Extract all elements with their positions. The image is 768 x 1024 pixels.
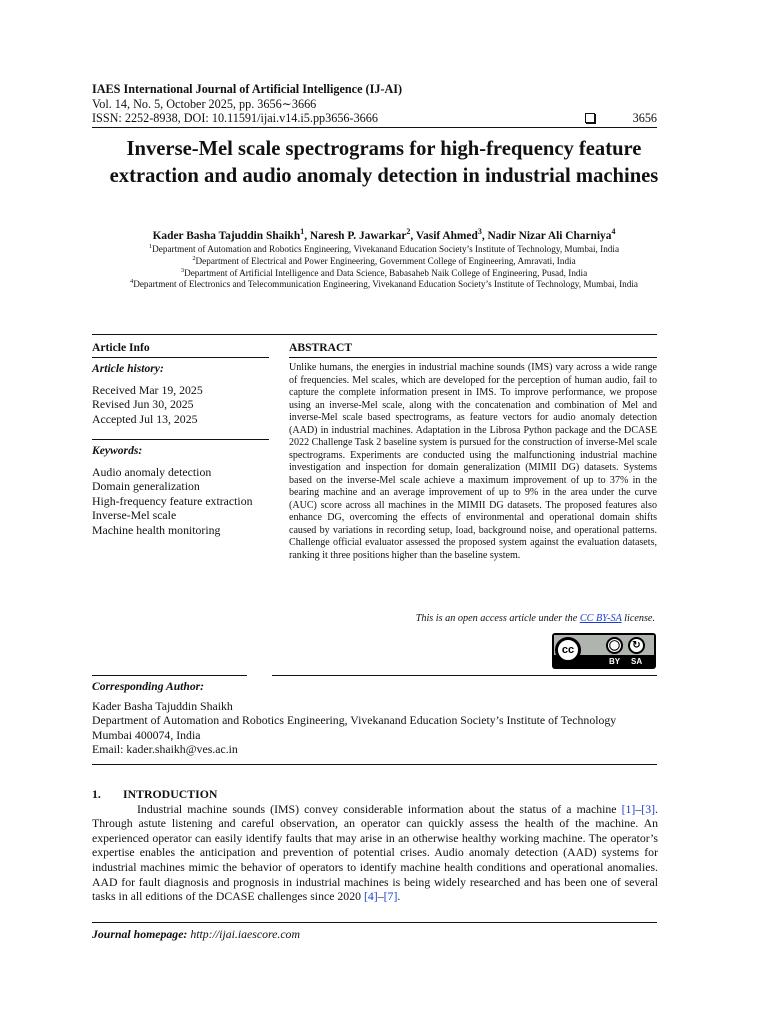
affiliation: $^3$Department of Artificial Intelligence and Data Science, Babasaheb Naik College of Engineering, Pusad, India	[180, 266, 588, 278]
keywords-rule	[92, 439, 269, 440]
keyword: Domain generalization	[92, 479, 200, 494]
citation-link[interactable]: [4]	[363, 889, 378, 904]
footer-rule	[92, 922, 657, 923]
share-alike-icon: ↻	[628, 637, 645, 654]
keyword: Inverse-Mel scale	[92, 508, 177, 523]
license-note: This is an open access article under the CC BY-SA license.	[415, 613, 655, 624]
revised-date: Revised Jun 30, 2025	[92, 397, 194, 412]
corresponding-city: Mumbai 400074, India	[92, 727, 201, 742]
keywords-block	[92, 444, 269, 538]
abstract-heading: ABSTRACT	[289, 341, 353, 354]
keyword: Machine health monitoring	[92, 522, 221, 537]
corresponding-author	[92, 680, 662, 757]
author: Nadir Nizar Ali Charniya$^4$	[487, 227, 616, 242]
homepage-url[interactable]: http://ijai.iaescore.com	[190, 927, 300, 941]
article-history	[92, 362, 269, 426]
journal-header	[92, 82, 657, 126]
affiliation: $^1$Department of Automation and Robotics Engineering, Vivekanand Education Society’s Institute of Technology, Mumbai, India	[148, 242, 620, 254]
history-heading: Article history:	[92, 362, 164, 375]
citation-link[interactable]: [7]	[383, 889, 398, 904]
article-info-rule	[92, 357, 269, 358]
issn-doi-line: ISSN: 2252-8938, DOI: 10.11591/ijai.v14.i5.pp3656-3666	[92, 111, 378, 126]
paper-title: Inverse-Mel scale spectrograms for high-frequency feature extraction and audio anomaly detection in industrial machines	[109, 138, 659, 187]
abstract-body	[289, 362, 657, 562]
affiliation: $^4$Department of Electronics and Telecommunication Engineering, Vivekanand Education Society’s Institute of Technology, Mumbai, India	[129, 278, 638, 290]
section-heading: 1. INTRODUCTION	[92, 787, 218, 801]
by-label: BY	[609, 657, 621, 666]
accepted-date: Accepted Jul 13, 2025	[92, 411, 198, 426]
keywords-heading: Keywords:	[92, 444, 143, 457]
affiliation-list	[100, 244, 668, 291]
cc-by-sa-badge[interactable]	[552, 633, 656, 669]
corresponding-rule-right	[272, 675, 657, 676]
author: Vasif Ahmed$^3$,	[415, 227, 488, 242]
citation-link[interactable]: [1]	[621, 801, 636, 816]
section-rule-top	[92, 334, 657, 335]
corresponding-department: Department of Automation and Robotics Engineering, Vivekanand Education Society’s Institute of Technology	[92, 713, 617, 728]
citation-link[interactable]: [3]	[641, 801, 656, 816]
author: Kader Basha Tajuddin Shaikh$^1$,	[152, 227, 310, 242]
article-info-heading: Article Info	[92, 341, 150, 354]
introduction-section	[92, 787, 658, 904]
corresponding-email: Email: kader.shaikh@ves.ac.in	[92, 742, 238, 757]
sa-label: SA	[631, 657, 643, 666]
corresponding-heading: Corresponding Author:	[92, 680, 205, 693]
attribution-icon: ◯	[606, 637, 623, 654]
header-rule	[92, 127, 657, 128]
author: Naresh P. Jawarkar$^2$,	[309, 227, 416, 242]
abstract-rule	[289, 357, 657, 358]
issn-row	[92, 111, 657, 126]
cc-by-sa-link[interactable]: CC BY-SA	[579, 613, 622, 624]
box-icon	[585, 113, 595, 123]
author-list	[60, 229, 708, 243]
corresponding-rule-left	[92, 675, 247, 676]
journal-homepage: Journal homepage: http://ijai.iaescore.com	[92, 927, 300, 941]
keyword: High-frequency feature extraction	[92, 493, 253, 508]
corresponding-name: Kader Basha Tajuddin Shaikh	[92, 698, 233, 713]
creative-commons-icon: cc	[555, 637, 581, 663]
keyword: Audio anomaly detection	[92, 464, 212, 479]
affiliation: $^2$Department of Electrical and Power Engineering, Government College of Engineering, Amravati, India	[192, 254, 576, 266]
journal-title: IAES International Journal of Artificial Intelligence (IJ-AI)	[92, 82, 403, 96]
volume-line: Vol. 14, No. 5, October 2025, pp. 3656∼3666	[92, 96, 317, 111]
abstract-text: Unlike humans, the energies in industrial machine sounds (IMS) vary across a wide range of frequencies. Mel scales, which are developed for the perception of human audio, fail to capture the complete information present in IMS. To improve performance, we propose using an inverse-Mel scale, along with the concatenation and combination of Mel and inverse-Mel scale based spectrograms, as feature vectors for audio anomaly detection (AAD) in industrial machines. Adaptation in the Librosa Python package and the DCASE 2022 Challenge Task 2 baseline system is pursued for the construction of inverse-Mel scale spectrograms. Experiments are conducted using the malfunctioning industrial machine investigation and inspection for domain generalization (MIMII DG) datasets. Systems based on the inverse-Mel scale achieve a maximum improvement of up to 37% in the bearing machine and an average improvement of up to 9% in the area under the curve (AUC) score across all machines in the MIMII DG datasets. The proposed features also enhance DG, overcoming the effects of environmental and operational domain shifts caused by variations in recording setup, load, background noise, and operational patterns. Challenge official evaluator assessed the proposed system against the evaluation datasets, ranking it three positions higher than the baseline system.	[289, 362, 657, 561]
page-number: 3656	[632, 111, 657, 126]
received-date: Received Mar 19, 2025	[92, 382, 203, 397]
introduction-paragraph: Industrial machine sounds (IMS) convey considerable information about the status of a machine [1]–[3]. Through astute listening and careful observation, an operator can quickly assess the health of the machine. An experienced operator can easily identify faults that may arise in an otherwise healthy working machine. The operator’s expertise enables the anticipation and prevention of potential crises. Audio anomaly detection (AAD) systems for industrial machines mimic the behavior of operators to identify machine health conditions and operational anomalies. AAD for fault diagnosis and prognosis in industrial machines is being widely researched and has been one of several tasks in all editions of the DCASE challenges since 2020 [4]–[7].	[92, 801, 658, 904]
corresponding-rule-bottom	[92, 764, 657, 765]
